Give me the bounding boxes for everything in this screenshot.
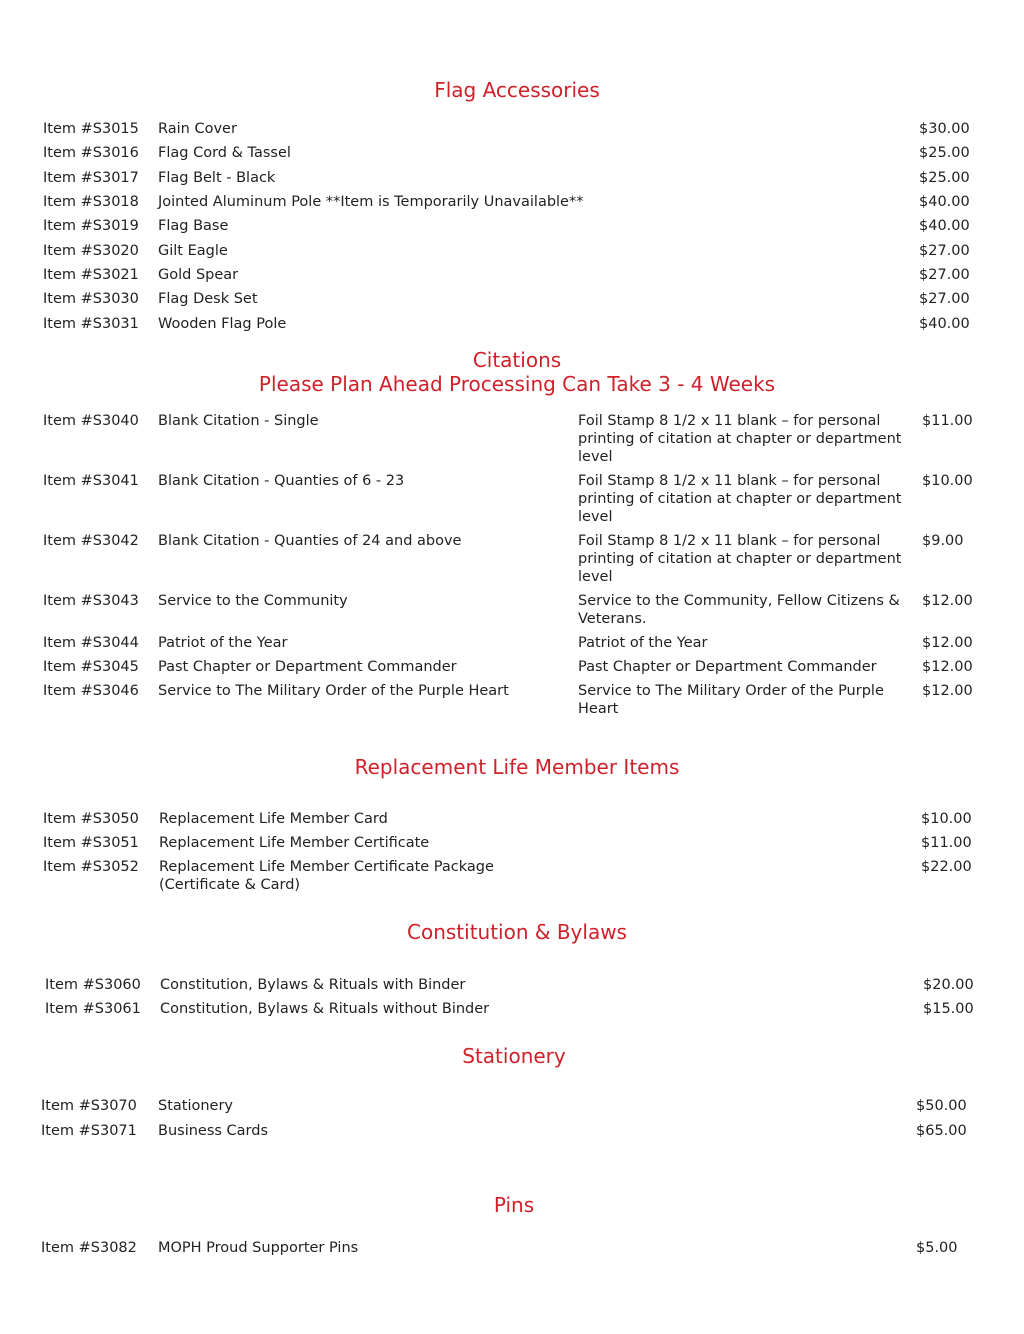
item-name: Patriot of the Year xyxy=(158,635,288,651)
item-name: Constitution, Bylaws & Rituals with Binder xyxy=(160,977,466,993)
item-number: Item #S3021 xyxy=(43,267,139,283)
item-price: $40.00 xyxy=(919,194,970,210)
item-name: Replacement Life Member Certificate Package xyxy=(159,859,494,875)
item-price: $27.00 xyxy=(919,267,970,283)
item-number: Item #S3016 xyxy=(43,145,139,161)
item-number: Item #S3018 xyxy=(43,194,139,210)
item-number: Item #S3052 xyxy=(43,859,139,875)
item-name: Flag Cord & Tassel xyxy=(158,145,291,161)
section-subtitle-citations: Please Plan Ahead Processing Can Take 3 - 4 Weeks xyxy=(258,372,776,396)
item-price: $15.00 xyxy=(923,1001,974,1017)
item-number: Item #S3030 xyxy=(43,291,139,307)
item-name: Jointed Aluminum Pole **Item is Temporarily Unavailable** xyxy=(158,194,584,210)
item-number: Item #S3071 xyxy=(41,1123,137,1139)
item-name: Blank Citation - Quanties of 6 - 23 xyxy=(158,473,405,489)
item-name: Gilt Eagle xyxy=(158,243,228,259)
item-number: Item #S3019 xyxy=(43,218,139,234)
item-number: Item #S3060 xyxy=(45,977,141,993)
section-title-citations: Citations xyxy=(472,348,562,372)
item-price: $11.00 xyxy=(921,835,972,851)
item-price: $12.00 xyxy=(922,683,973,699)
item-price: $22.00 xyxy=(921,859,972,875)
item-description: Foil Stamp 8 1/2 x 11 blank – for personal printing of citation at chapter or department level xyxy=(578,413,902,465)
item-name: Flag Base xyxy=(158,218,229,234)
item-number: Item #S3020 xyxy=(43,243,139,259)
item-number: Item #S3046 xyxy=(43,683,139,699)
item-number: Item #S3050 xyxy=(43,811,139,827)
section-title-life-member: Replacement Life Member Items xyxy=(354,755,680,779)
item-name: Blank Citation - Single xyxy=(158,413,319,429)
item-price: $12.00 xyxy=(922,659,973,675)
item-price: $12.00 xyxy=(922,635,973,651)
item-number: Item #S3042 xyxy=(43,533,139,549)
item-name: MOPH Proud Supporter Pins xyxy=(158,1240,359,1256)
item-number: Item #S3070 xyxy=(41,1098,137,1114)
section-title-flag-accessories: Flag Accessories xyxy=(434,78,600,102)
item-number: Item #S3082 xyxy=(41,1240,137,1256)
item-price: $25.00 xyxy=(919,170,970,186)
item-price: $5.00 xyxy=(916,1240,958,1256)
item-name: Flag Desk Set xyxy=(158,291,258,307)
item-description: Service to The Military Order of the Purple Heart xyxy=(578,683,884,717)
item-name: Rain Cover xyxy=(158,121,237,137)
item-description: Foil Stamp 8 1/2 x 11 blank – for personal printing of citation at chapter or department level xyxy=(578,473,902,525)
item-price: $65.00 xyxy=(916,1123,967,1139)
item-number: Item #S3015 xyxy=(43,121,139,137)
section-title-stationery: Stationery xyxy=(462,1044,566,1068)
item-price: $25.00 xyxy=(919,145,970,161)
item-name: Service to The Military Order of the Purple Heart xyxy=(158,683,509,699)
item-number: Item #S3031 xyxy=(43,316,139,332)
item-name: Business Cards xyxy=(158,1123,269,1139)
item-price: $40.00 xyxy=(919,316,970,332)
item-price: $27.00 xyxy=(919,243,970,259)
item-number: Item #S3044 xyxy=(43,635,139,651)
item-name-continued: (Certificate & Card) xyxy=(159,877,301,893)
item-price: $12.00 xyxy=(922,593,973,609)
section-title-pins: Pins xyxy=(493,1193,535,1217)
item-price: $9.00 xyxy=(922,533,964,549)
item-description: Patriot of the Year xyxy=(578,635,708,651)
item-name: Gold Spear xyxy=(158,267,239,283)
section-title-constitution: Constitution & Bylaws xyxy=(407,920,627,944)
item-description: Past Chapter or Department Commander xyxy=(578,659,877,675)
item-number: Item #S3061 xyxy=(45,1001,141,1017)
item-number: Item #S3040 xyxy=(43,413,139,429)
item-name: Constitution, Bylaws & Rituals without Binder xyxy=(160,1001,490,1017)
item-price: $30.00 xyxy=(919,121,970,137)
item-number: Item #S3051 xyxy=(43,835,139,851)
item-description: Service to the Community, Fellow Citizens & Veterans. xyxy=(578,593,900,627)
item-name: Flag Belt - Black xyxy=(158,170,276,186)
item-name: Past Chapter or Department Commander xyxy=(158,659,457,675)
item-number: Item #S3045 xyxy=(43,659,139,675)
item-name: Blank Citation - Quanties of 24 and above xyxy=(158,533,462,549)
item-number: Item #S3017 xyxy=(43,170,139,186)
item-number: Item #S3043 xyxy=(43,593,139,609)
item-price: $20.00 xyxy=(923,977,974,993)
item-description: Foil Stamp 8 1/2 x 11 blank – for personal printing of citation at chapter or department level xyxy=(578,533,902,585)
item-name: Replacement Life Member Certificate xyxy=(159,835,430,851)
item-price: $10.00 xyxy=(921,811,972,827)
item-price: $50.00 xyxy=(916,1098,967,1114)
item-name: Service to the Community xyxy=(158,593,348,609)
item-number: Item #S3041 xyxy=(43,473,139,489)
item-price: $40.00 xyxy=(919,218,970,234)
item-price: $27.00 xyxy=(919,291,970,307)
item-name: Replacement Life Member Card xyxy=(159,811,388,827)
item-price: $11.00 xyxy=(922,413,973,429)
item-name: Stationery xyxy=(158,1098,234,1114)
item-name: Wooden Flag Pole xyxy=(158,316,287,332)
item-price: $10.00 xyxy=(922,473,973,489)
